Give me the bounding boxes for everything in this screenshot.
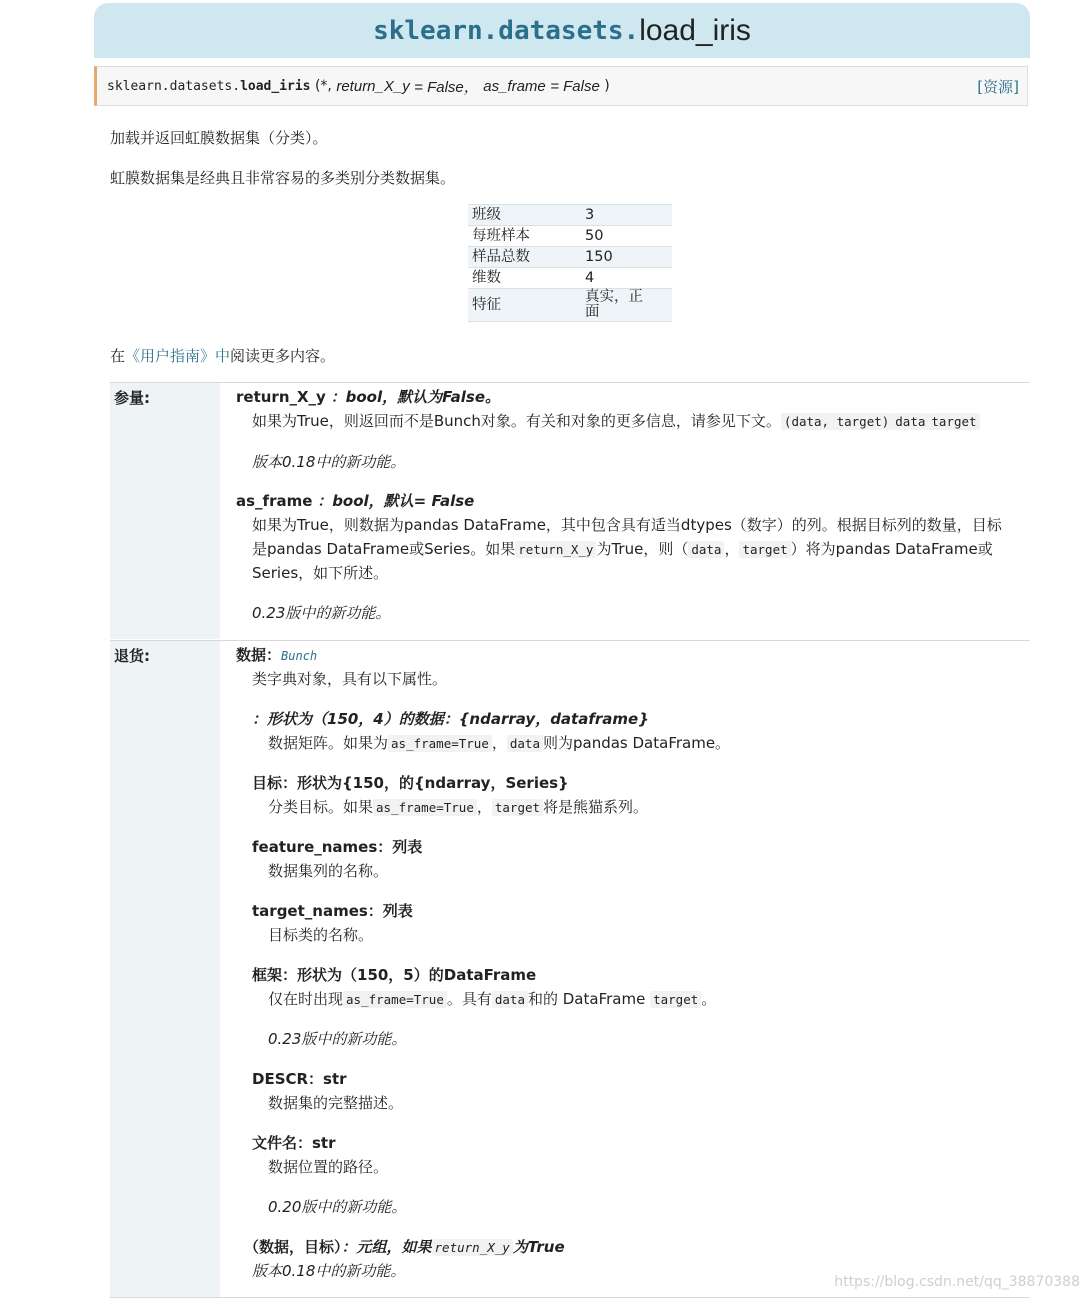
table-key: 维数 xyxy=(472,270,501,286)
params-label: 参量: xyxy=(110,383,220,639)
code-data: data xyxy=(892,413,928,430)
table-key: 样品总数 xyxy=(472,249,530,265)
desc-text: 和的 DataFrame xyxy=(527,990,646,1008)
bunch-link[interactable]: Bunch xyxy=(281,649,318,663)
page-title xyxy=(94,3,1030,58)
code-return-x-y: return_X_y xyxy=(515,541,596,558)
desc-text: 则为pandas DataFrame。 xyxy=(542,734,731,752)
guide-post: 阅读更多内容。 xyxy=(230,347,336,365)
param-type: ：bool，默认为False。 xyxy=(330,388,501,406)
divider xyxy=(110,1297,1030,1298)
tuple-type: ：元组，如果 xyxy=(341,1238,432,1256)
version-note: 版本0.18中的新功能。 xyxy=(252,453,406,471)
return-desc: 类字典对象，具有以下属性。 xyxy=(252,670,448,688)
tuple-name: （数据，目标） xyxy=(244,1238,342,1256)
table-row xyxy=(468,289,672,322)
attr-data-desc xyxy=(268,732,730,753)
param-desc-line-3: Series，如下所述。 xyxy=(252,564,389,582)
user-guide-link[interactable]: 《用户指南》中 xyxy=(125,347,231,365)
sig-param-as-frame: as_frame xyxy=(483,77,546,95)
desc-text: 分类目标。如果 xyxy=(268,798,374,816)
user-guide-line xyxy=(110,345,335,366)
code-as-frame: as_frame=True xyxy=(373,799,477,816)
param-desc-line-2 xyxy=(252,538,993,559)
version-note: 版本0.18中的新功能。 xyxy=(252,1262,406,1280)
return-tuple-head xyxy=(244,1236,565,1257)
source-link[interactable]: [资源] xyxy=(977,77,1019,96)
intro-line-2: 虹膜数据集是经典且非常容易的多类别分类数据集。 xyxy=(110,169,456,187)
sig-module: sklearn.datasets. xyxy=(107,78,241,94)
version-note: 0.23版中的新功能。 xyxy=(268,1030,407,1048)
sig-close: ) xyxy=(604,78,610,94)
attr-target-head: 目标：形状为{150，的{ndarray，Series} xyxy=(252,774,569,792)
table-key: 班级 xyxy=(472,207,501,223)
attr-descr-desc: 数据集的完整描述。 xyxy=(268,1094,404,1112)
version-note: 0.23版中的新功能。 xyxy=(252,604,391,622)
code-as-frame: as_frame=True xyxy=(388,735,492,752)
attr-feature-names-desc: 数据集列的名称。 xyxy=(268,862,389,880)
table-value-line-1: 真实，正 xyxy=(585,289,643,305)
desc-text: 为True，则（ xyxy=(596,540,689,558)
return-data xyxy=(236,644,317,665)
code-target: target xyxy=(492,799,543,816)
sig-param-return-x-y: return_X_y xyxy=(336,77,410,95)
param-as-frame xyxy=(236,490,474,511)
desc-text: 仅在时出现 xyxy=(268,990,344,1008)
desc-text: 。 xyxy=(701,990,717,1008)
attr-target-names-head: target_names：列表 xyxy=(252,902,413,920)
desc-text: 。具有 xyxy=(446,990,492,1008)
code-data: data xyxy=(492,991,528,1008)
sig-function: load_iris xyxy=(240,78,311,94)
divider xyxy=(110,640,1030,641)
table-value xyxy=(581,289,672,322)
desc-text: 将是熊猫系列。 xyxy=(543,798,649,816)
code-data: data xyxy=(507,735,543,752)
sig-open: (*, xyxy=(314,78,332,94)
return-name: 数据： xyxy=(236,646,282,664)
attr-filename-head: 文件名：str xyxy=(252,1134,336,1152)
attr-frame-head: 框架：形状为（150，5）的DataFrame xyxy=(252,966,537,984)
desc-text: ， xyxy=(491,734,507,752)
title-module: sklearn.datasets. xyxy=(373,15,640,46)
divider xyxy=(110,382,1030,383)
returns-label: 退货: xyxy=(110,641,220,1297)
desc-text: 数据矩阵。如果为 xyxy=(268,734,389,752)
param-return-x-y xyxy=(236,386,500,407)
param-type: ：bool，默认= False xyxy=(317,492,475,510)
code-target: target xyxy=(739,541,790,558)
guide-pre: 在 xyxy=(110,347,126,365)
desc-text: 如果为True，则返回而不是Bunch对象。有关和对象的更多信息，请参见下文。 xyxy=(252,412,781,430)
param-name: as_frame xyxy=(236,492,313,510)
version-note: 0.20版中的新功能。 xyxy=(268,1198,407,1216)
table-value: 50 xyxy=(585,228,604,244)
table-value: 4 xyxy=(585,270,595,286)
desc-text: 是pandas DataFrame或Series。如果 xyxy=(252,540,516,558)
desc-text: ， xyxy=(724,540,740,558)
table-row xyxy=(468,247,672,268)
table-key: 每班样本 xyxy=(472,228,530,244)
attr-descr-head: DESCR：str xyxy=(252,1070,347,1088)
param-name: return_X_y xyxy=(236,388,326,406)
code-data: data xyxy=(688,541,724,558)
code-as-frame: as_frame=True xyxy=(343,991,447,1008)
sig-default-1: = False， xyxy=(414,78,479,96)
attr-target-names-desc: 目标类的名称。 xyxy=(268,926,374,944)
attr-feature-names-head: feature_names：列表 xyxy=(252,838,423,856)
desc-text: ）将为pandas DataFrame或 xyxy=(790,540,993,558)
sig-default-2: = False xyxy=(550,77,600,95)
param-desc-line-1: 如果为True，则数据为pandas DataFrame，其中包含具有适当dtypes（数字）的列。根据目标列的数量，目标 xyxy=(252,516,1002,534)
watermark: https://blog.csdn.net/qq_38870388 xyxy=(834,1274,1080,1290)
code-target: target xyxy=(928,413,979,430)
dataset-info-table xyxy=(468,204,672,322)
intro-line-1: 加载并返回虹膜数据集（分类）。 xyxy=(110,129,328,147)
table-value: 3 xyxy=(585,207,595,223)
table-value: 150 xyxy=(585,249,613,265)
attr-frame-desc xyxy=(268,988,716,1009)
attr-filename-desc: 数据位置的路径。 xyxy=(268,1158,389,1176)
code-target: target xyxy=(650,991,701,1008)
table-key: 特征 xyxy=(472,297,501,313)
code-return-x-y: return_X_y xyxy=(432,1239,513,1256)
tuple-type-end: 为True xyxy=(512,1238,565,1256)
desc-text: ， xyxy=(476,798,492,816)
param-desc xyxy=(252,410,980,431)
table-row xyxy=(468,205,672,226)
code-data-target: (data, target) xyxy=(781,413,892,430)
function-signature xyxy=(94,66,1028,106)
table-value-line-2: 面 xyxy=(585,304,600,320)
title-function: load_iris xyxy=(639,13,751,47)
attr-data-head: ：形状为（150，4）的数据：{ndarray，dataframe} xyxy=(252,710,649,728)
table-row xyxy=(468,268,672,289)
table-row xyxy=(468,226,672,247)
attr-target-desc xyxy=(268,796,648,817)
